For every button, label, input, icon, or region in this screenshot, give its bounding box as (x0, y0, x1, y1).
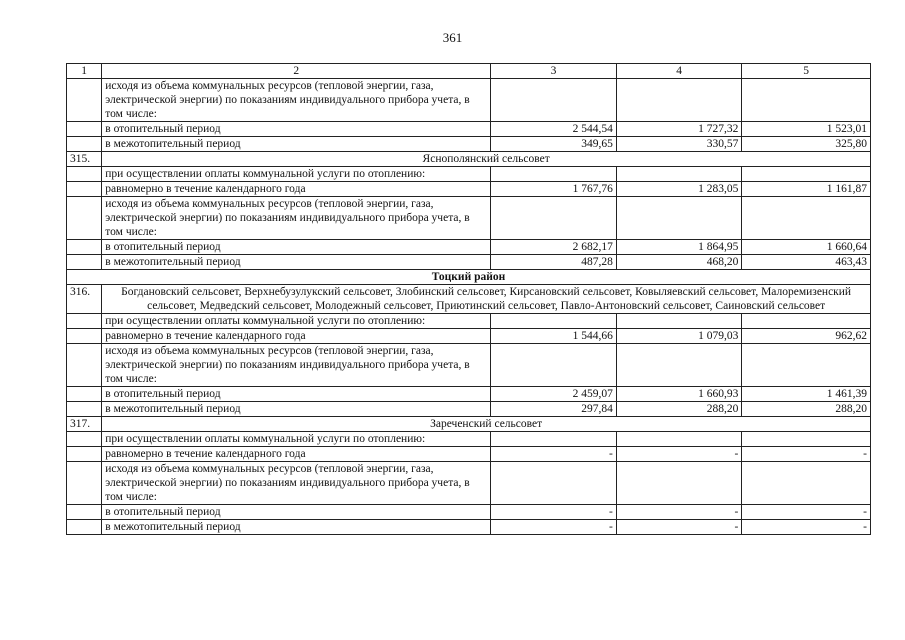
table-row (67, 314, 871, 329)
value-col4 (616, 432, 742, 447)
value-col3: - (491, 447, 617, 462)
value-col4: 1 283,05 (616, 182, 742, 197)
value-col3 (491, 462, 617, 505)
value-col5: 1 461,39 (742, 387, 871, 402)
column-header: 2 (102, 64, 491, 79)
value-col5: 1 161,87 (742, 182, 871, 197)
row-description: равномерно в течение календарного года (102, 329, 491, 344)
row-description: исходя из объема коммунальных ресурсов (тепловой энергии, газа, электрической энергии) по показаниям индивидуального прибора учета, в том числе: (102, 79, 491, 122)
row-number-cell (67, 314, 102, 329)
row-number-cell (67, 462, 102, 505)
row-number-cell (67, 344, 102, 387)
value-col4: 1 660,93 (616, 387, 742, 402)
value-col3 (491, 432, 617, 447)
value-col5: - (742, 505, 871, 520)
row-number-cell (67, 387, 102, 402)
row-number-cell (67, 329, 102, 344)
value-col3 (491, 79, 617, 122)
row-number-cell (67, 197, 102, 240)
table-row (67, 402, 871, 417)
row-description: в межотопительный период (102, 402, 491, 417)
row-number-cell (67, 122, 102, 137)
table-row (67, 462, 871, 505)
value-col4 (616, 462, 742, 505)
row-description: в межотопительный период (102, 255, 491, 270)
column-header: 1 (67, 64, 102, 79)
row-description: исходя из объема коммунальных ресурсов (тепловой энергии, газа, электрической энергии) по показаниям индивидуального прибора учета, в том числе: (102, 197, 491, 240)
value-col3 (491, 197, 617, 240)
section-row (67, 152, 871, 167)
table-row (67, 79, 871, 122)
table-row (67, 447, 871, 462)
table-row (67, 387, 871, 402)
column-header: 3 (491, 64, 617, 79)
section-number: 316. (67, 285, 102, 314)
row-number-cell (67, 402, 102, 417)
table-row (67, 329, 871, 344)
row-description: равномерно в течение календарного года (102, 447, 491, 462)
row-description: в отопительный период (102, 387, 491, 402)
row-number-cell (67, 182, 102, 197)
value-col3: 1 767,76 (491, 182, 617, 197)
value-col5: 962,62 (742, 329, 871, 344)
value-col5 (742, 197, 871, 240)
value-col4: - (616, 447, 742, 462)
row-number-cell (67, 137, 102, 152)
value-col3: 1 544,66 (491, 329, 617, 344)
value-col3: - (491, 520, 617, 535)
value-col5 (742, 344, 871, 387)
value-col5: 1 523,01 (742, 122, 871, 137)
row-description: при осуществлении оплаты коммунальной услуги по отоплению: (102, 167, 491, 182)
value-col5: 288,20 (742, 402, 871, 417)
row-description: в отопительный период (102, 122, 491, 137)
section-title: Богдановский сельсовет, Верхнебузулукский сельсовет, Злобинский сельсовет, Кирсановский сельсовет, Ковыляевский сельсовет, Малоремизенский сельсовет, Медведский сельсовет, Молодежный сельсовет, Приютинский сельсовет, Павло-Антоновский сельсовет, Саиновский сельсовет (102, 285, 871, 314)
table-row (67, 122, 871, 137)
table-row (67, 197, 871, 240)
value-col5 (742, 432, 871, 447)
table-row (67, 182, 871, 197)
row-number-cell (67, 240, 102, 255)
value-col5 (742, 462, 871, 505)
table-body (67, 64, 871, 535)
row-description: в межотопительный период (102, 520, 491, 535)
row-number-cell (67, 79, 102, 122)
section-title: Зареченский сельсовет (102, 417, 871, 432)
value-col5: 325,80 (742, 137, 871, 152)
value-col3: 2 544,54 (491, 122, 617, 137)
table-row (67, 344, 871, 387)
value-col4: 1 727,32 (616, 122, 742, 137)
table-row (67, 432, 871, 447)
value-col5: - (742, 520, 871, 535)
value-col4: 330,57 (616, 137, 742, 152)
value-col4: 1 079,03 (616, 329, 742, 344)
row-description: в межотопительный период (102, 137, 491, 152)
column-header: 4 (616, 64, 742, 79)
table-row (67, 255, 871, 270)
value-col5: 463,43 (742, 255, 871, 270)
table-row (67, 167, 871, 182)
value-col3: 2 459,07 (491, 387, 617, 402)
section-row (67, 285, 871, 314)
tariff-table (66, 63, 871, 535)
value-col4: 468,20 (616, 255, 742, 270)
value-col3 (491, 314, 617, 329)
table-row (67, 520, 871, 535)
value-col4 (616, 167, 742, 182)
district-row (67, 270, 871, 285)
value-col3 (491, 167, 617, 182)
row-description: при осуществлении оплаты коммунальной услуги по отоплению: (102, 314, 491, 329)
row-number-cell (67, 255, 102, 270)
value-col4: 288,20 (616, 402, 742, 417)
value-col5 (742, 79, 871, 122)
table-row (67, 137, 871, 152)
value-col3: 349,65 (491, 137, 617, 152)
table-header-row (67, 64, 871, 79)
value-col4 (616, 344, 742, 387)
section-row (67, 417, 871, 432)
value-col5: 1 660,64 (742, 240, 871, 255)
row-number-cell (67, 432, 102, 447)
value-col4 (616, 314, 742, 329)
row-description: при осуществлении оплаты коммунальной услуги по отоплению: (102, 432, 491, 447)
table-row (67, 240, 871, 255)
value-col3: 487,28 (491, 255, 617, 270)
value-col3: 297,84 (491, 402, 617, 417)
row-number-cell (67, 520, 102, 535)
value-col4: - (616, 520, 742, 535)
column-header: 5 (742, 64, 871, 79)
value-col5 (742, 167, 871, 182)
value-col5 (742, 314, 871, 329)
row-description: исходя из объема коммунальных ресурсов (тепловой энергии, газа, электрической энергии) по показаниям индивидуального прибора учета, в том числе: (102, 462, 491, 505)
row-description: в отопительный период (102, 240, 491, 255)
table-row (67, 505, 871, 520)
row-number-cell (67, 447, 102, 462)
row-description: исходя из объема коммунальных ресурсов (тепловой энергии, газа, электрической энергии) по показаниям индивидуального прибора учета, в том числе: (102, 344, 491, 387)
value-col3: 2 682,17 (491, 240, 617, 255)
section-title: Яснополянский сельсовет (102, 152, 871, 167)
value-col4: - (616, 505, 742, 520)
value-col5: - (742, 447, 871, 462)
section-number: 315. (67, 152, 102, 167)
page-number: 361 (442, 30, 463, 45)
value-col3 (491, 344, 617, 387)
row-number-cell (67, 167, 102, 182)
district-title: Тоцкий район (67, 270, 871, 285)
value-col4 (616, 197, 742, 240)
row-number-cell (67, 505, 102, 520)
section-number: 317. (67, 417, 102, 432)
value-col4 (616, 79, 742, 122)
row-description: равномерно в течение календарного года (102, 182, 491, 197)
value-col4: 1 864,95 (616, 240, 742, 255)
value-col3: - (491, 505, 617, 520)
row-description: в отопительный период (102, 505, 491, 520)
